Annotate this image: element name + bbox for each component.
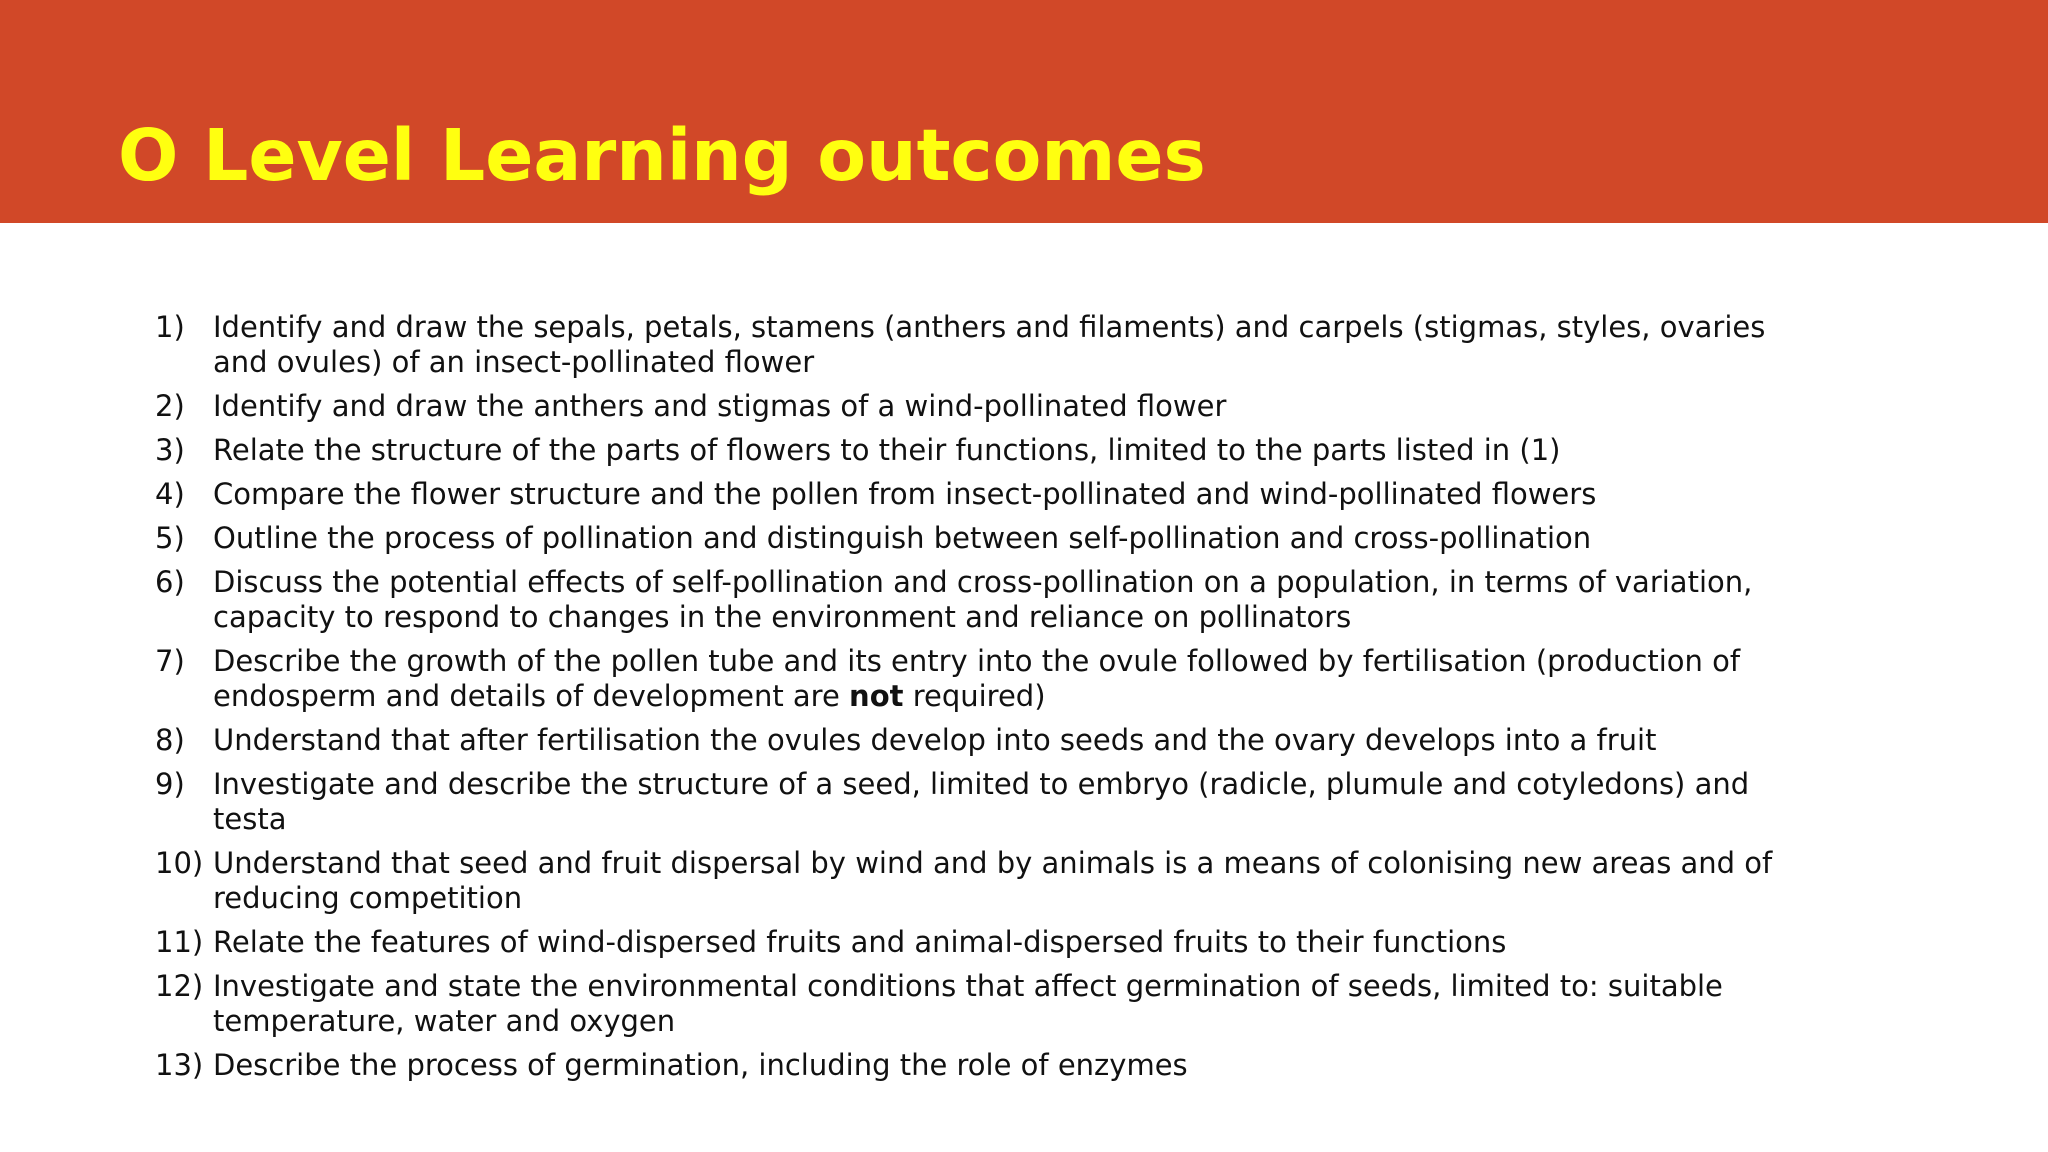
slide-title: O Level Learning outcomes — [118, 114, 1206, 197]
list-item — [155, 477, 1775, 512]
list-item — [155, 310, 1775, 380]
item-number: 6) — [155, 565, 185, 599]
list-item — [155, 846, 1775, 916]
list-item — [155, 1048, 1775, 1083]
item-text: Investigate and state the environmental conditions that affect germination of seeds, limited to: suitable temperature, water and oxygen — [213, 969, 1723, 1038]
list-item — [155, 925, 1775, 960]
list-item — [155, 767, 1775, 837]
item-text: Outline the process of pollination and distinguish between self-pollination and cross-pollination — [213, 521, 1592, 555]
item-text-emphasis: not — [849, 679, 904, 713]
item-text: Discuss the potential effects of self-pollination and cross-pollination on a population, in terms of variation, capacity to respond to changes in the environment and reliance on pollinators — [213, 565, 1753, 634]
item-number: 12) — [155, 969, 204, 1003]
item-text: Relate the features of wind-dispersed fruits and animal-dispersed fruits to their functions — [213, 925, 1507, 959]
list-item — [155, 521, 1775, 556]
list-item — [155, 433, 1775, 468]
list-item — [155, 389, 1775, 424]
list-item — [155, 565, 1775, 635]
title-banner — [0, 0, 2048, 223]
item-number: 1) — [155, 310, 185, 344]
item-number: 11) — [155, 925, 204, 959]
item-number: 5) — [155, 521, 185, 555]
list-item — [155, 723, 1775, 758]
item-text: Identify and draw the sepals, petals, stamens (anthers and filaments) and carpels (stigmas, styles, ovaries and ovules) of an insect-pollinated flower — [213, 310, 1766, 379]
item-text-start: Describe the growth of the pollen tube and its entry into the ovule followed by fertilisation (production of endosperm and details of development are — [213, 644, 1741, 713]
item-number: 3) — [155, 433, 185, 467]
item-text-end: required) — [903, 679, 1046, 713]
item-number: 7) — [155, 644, 185, 678]
item-text: Describe the process of germination, including the role of enzymes — [213, 1048, 1188, 1082]
list-item — [155, 969, 1775, 1039]
item-number: 13) — [155, 1048, 204, 1082]
item-text — [213, 644, 1740, 713]
item-number: 2) — [155, 389, 185, 423]
item-number: 9) — [155, 767, 185, 801]
item-text: Understand that seed and fruit dispersal by wind and by animals is a means of colonising new areas and of reducing competition — [213, 846, 1773, 915]
item-number: 4) — [155, 477, 185, 511]
item-number: 10) — [155, 846, 204, 880]
item-text: Investigate and describe the structure of a seed, limited to embryo (radicle, plumule and cotyledons) and testa — [213, 767, 1750, 836]
learning-outcomes-list — [155, 310, 1775, 1092]
item-text: Identify and draw the anthers and stigmas of a wind-pollinated flower — [213, 389, 1227, 423]
item-text: Compare the flower structure and the pollen from insect-pollinated and wind-pollinated flowers — [213, 477, 1597, 511]
item-text: Understand that after fertilisation the ovules develop into seeds and the ovary develops into a fruit — [213, 723, 1657, 757]
item-number: 8) — [155, 723, 185, 757]
item-text: Relate the structure of the parts of flowers to their functions, limited to the parts listed in (1) — [213, 433, 1561, 467]
list-item — [155, 644, 1775, 714]
